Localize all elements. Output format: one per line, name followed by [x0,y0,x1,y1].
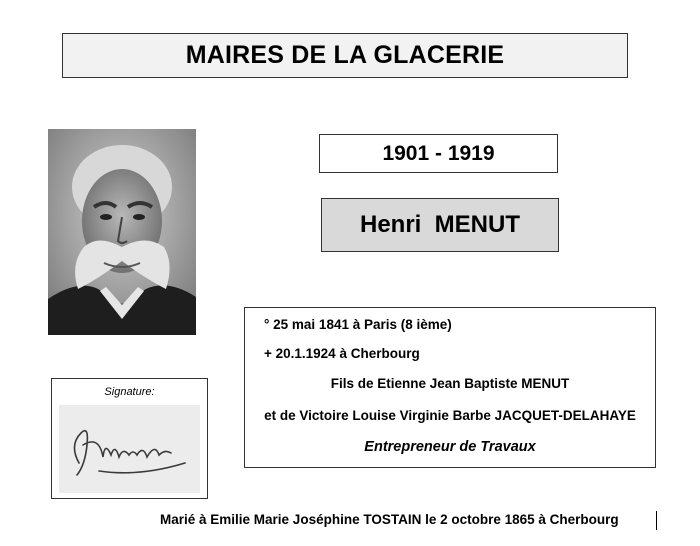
portrait-photo [48,129,196,335]
years-box [319,134,558,173]
father-line: Fils de Etienne Jean Baptiste MENUT [330,376,570,391]
biography-box [244,307,656,468]
signature-area [59,405,200,493]
signature-box [51,378,208,499]
term-years: 1901 - 1919 [382,141,495,165]
page-title: MAIRES DE LA GLACERIE [185,41,505,69]
birth-line: ° 25 mai 1841 à Paris (8 ième) [264,317,452,332]
name-box [321,198,559,252]
profession-line: Entrepreneur de Travaux [364,439,536,455]
portrait-image [48,129,196,335]
mother-line: et de Victoire Louise Virginie Barbe JACQUET-DELAHAYE [264,408,636,423]
text-cursor [656,511,657,530]
death-line: + 20.1.1924 à Cherbourg [264,346,420,361]
mayor-name: Henri MENUT [359,211,520,238]
signature-image [59,405,200,493]
marriage-line: Marié à Emilie Marie Joséphine TOSTAIN le 2 octobre 1865 à Cherbourg [160,512,619,527]
title-box [62,33,628,78]
signature-label: Signature: [104,386,155,398]
